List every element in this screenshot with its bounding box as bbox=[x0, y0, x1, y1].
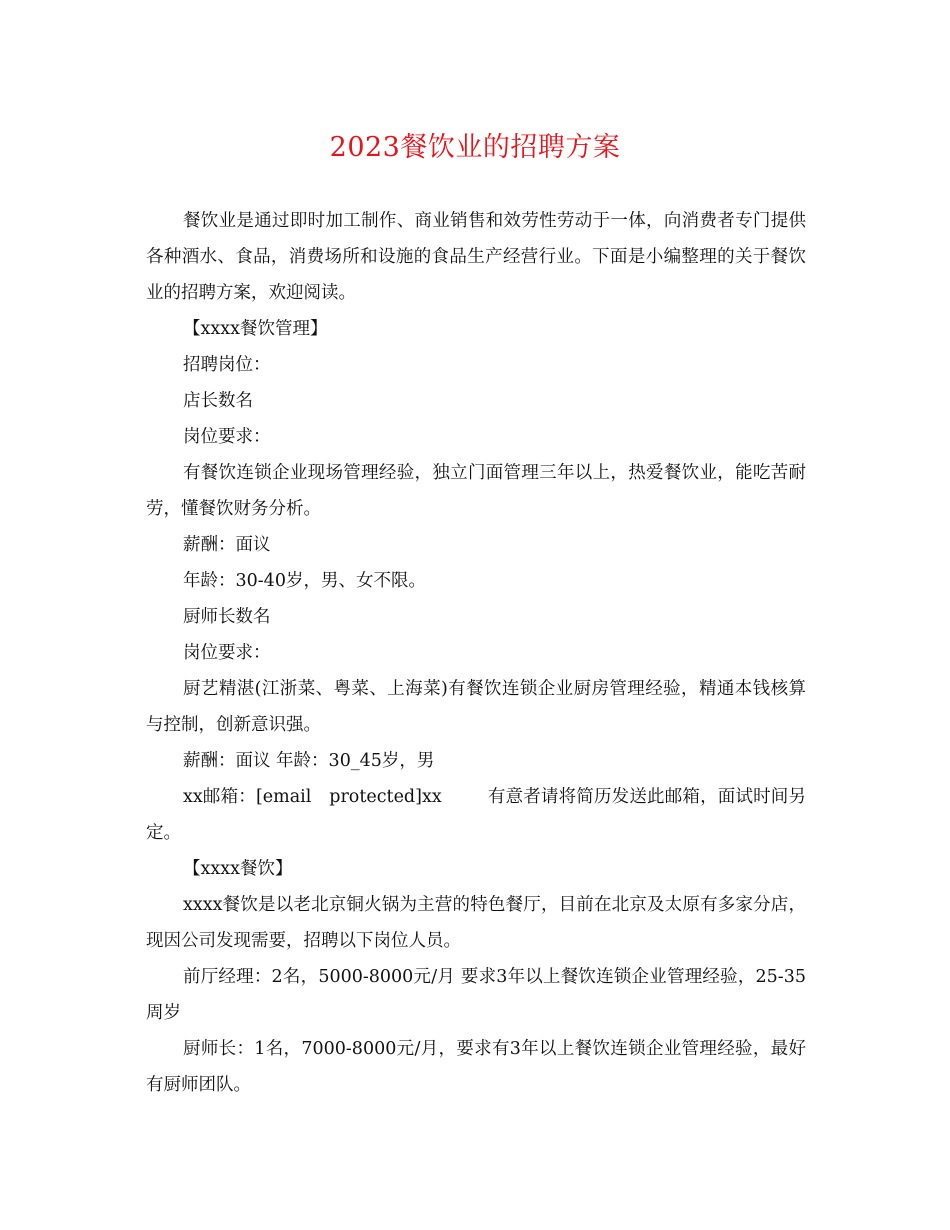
section-heading-company-1: 【xxxx餐饮管理】 bbox=[183, 319, 328, 339]
intro-paragraph: 餐饮业是通过即时加工制作、商业销售和效劳性劳动于一体，向消费者专门提供各种酒水、食品，消费场所和设施的食品生产经营行业。下面是小编整理的关于餐饮业的招聘方案，欢迎阅读。 bbox=[146, 211, 806, 303]
email-address[interactable]: xx邮箱：[email protected]xx bbox=[183, 787, 442, 807]
document-body bbox=[146, 203, 806, 1103]
store-manager-requirements: 有餐饮连锁企业现场管理经验，独立门面管理三年以上，热爱餐饮业，能吃苦耐劳，懂餐饮财务分析。 bbox=[146, 463, 806, 519]
company-description: xxxx餐饮是以老北京铜火锅为主营的特色餐厅，目前在北京及太原有多家分店，现因公司发现需要，招聘以下岗位人员。 bbox=[146, 895, 806, 951]
position-head-chef: 厨师长数名 bbox=[183, 607, 271, 627]
email-line bbox=[146, 779, 806, 851]
position-store-manager: 店长数名 bbox=[183, 391, 253, 411]
age-line: 年龄：30-40岁，男、女不限。 bbox=[183, 571, 426, 591]
salary-age-line: 薪酬：面议 年龄：30_45岁，男 bbox=[183, 751, 435, 771]
head-chef-requirements: 厨艺精湛(江浙菜、粤菜、上海菜)有餐饮连锁企业厨房管理经验，精通本钱核算与控制，创新意识强。 bbox=[146, 679, 806, 735]
email-instruction: 有意者请将简历发送此邮箱，面试时间另定。 bbox=[146, 787, 806, 843]
position-head-chef-2: 厨师长：1名，7000-8000元/月，要求有3年以上餐饮连锁企业管理经验，最好有厨师团队。 bbox=[146, 1039, 806, 1095]
salary-line: 薪酬：面议 bbox=[183, 535, 271, 555]
recruit-positions-label: 招聘岗位： bbox=[183, 355, 271, 375]
section-heading-company-2: 【xxxx餐饮】 bbox=[183, 859, 293, 879]
position-front-manager: 前厅经理：2名，5000-8000元/月 要求3年以上餐饮连锁企业管理经验，25-35周岁 bbox=[146, 967, 806, 1023]
requirements-label: 岗位要求： bbox=[183, 427, 271, 447]
document-title: 2023餐饮业的招聘方案 bbox=[329, 132, 621, 163]
requirements-label-2: 岗位要求： bbox=[183, 643, 271, 663]
